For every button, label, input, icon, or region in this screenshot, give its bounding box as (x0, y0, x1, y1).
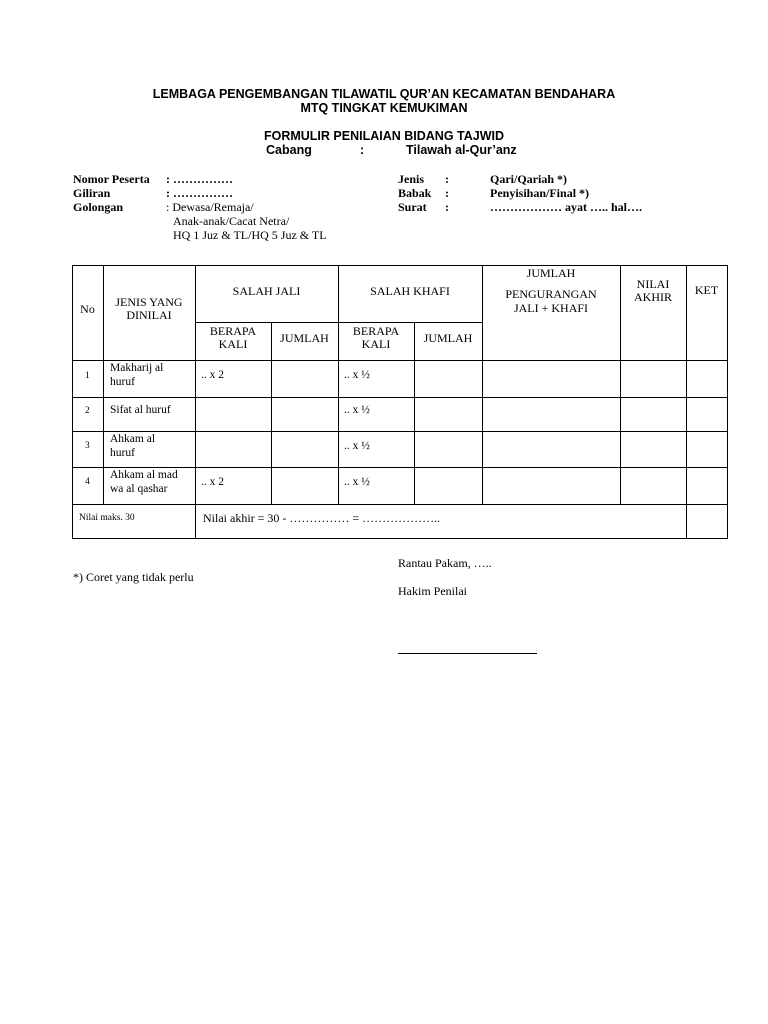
row-1-no: 1 (85, 371, 90, 381)
jenis-separator: : (445, 172, 449, 186)
row-1-item-line-2: huruf (110, 376, 135, 388)
golongan-line-1: : Dewasa/Remaja/ (166, 200, 254, 214)
subheader-khafi-berapa-1: BERAPA (352, 324, 400, 338)
strike-note: *) Coret yang tidak perlu (73, 570, 194, 584)
row-4-khafi-formula: .. x ½ (344, 476, 370, 488)
nomor-peserta-label: Nomor Peserta (73, 172, 150, 186)
final-score-formula: Nilai akhir = 30 - …………… = ……………….. (203, 511, 441, 525)
header-jenis-line-2: DINILAI (126, 308, 172, 322)
header-nilai-line-2: AKHIR (634, 290, 672, 304)
surat-label: Surat (398, 200, 427, 214)
row-1-jali-formula: .. x 2 (201, 369, 224, 381)
row-3-item-line-1: Ahkam al (110, 433, 156, 445)
header-jumlah: JUMLAH (526, 266, 576, 280)
row-3-khafi-formula: .. x ½ (344, 440, 370, 452)
surat-value: ……………… ayat ….. hal…. (490, 200, 643, 214)
institution-title: LEMBAGA PENGEMBANGAN TILAWATIL QUR’AN KECAMATAN BENDAHARA (152, 87, 616, 101)
babak-value: Penyisihan/Final *) (490, 186, 590, 200)
row-3-item-line-2: huruf (110, 447, 135, 459)
babak-label: Babak (398, 186, 432, 200)
giliran-label: Giliran (73, 186, 111, 200)
giliran-value: : …………… (166, 186, 233, 200)
judge-label: Hakim Penilai (398, 584, 467, 598)
subheader-khafi-jumlah: JUMLAH (423, 331, 473, 345)
max-score-note: Nilai maks. 30 (79, 513, 135, 523)
subheader-jali-berapa-2: KALI (218, 337, 248, 351)
header-jenis-line-1: JENIS YANG (115, 295, 183, 309)
nomor-peserta-value: : …………… (166, 172, 233, 186)
jenis-label: Jenis (398, 172, 425, 186)
cabang-value: Tilawah al-Qur’anz (406, 143, 517, 157)
row-3-no: 3 (85, 441, 90, 451)
event-title: MTQ TINGKAT KEMUKIMAN (300, 101, 468, 115)
row-4-item-line-2: wa al qashar (110, 483, 168, 495)
row-2-item-line-1: Sifat al huruf (110, 404, 171, 416)
header-pengurangan: PENGURANGAN (505, 287, 597, 301)
jenis-value: Qari/Qariah *) (490, 172, 567, 186)
header-jali-khafi: JALI + KHAFI (513, 301, 589, 315)
surat-separator: : (445, 200, 449, 214)
row-2-khafi-formula: .. x ½ (344, 404, 370, 416)
golongan-line-3: HQ 1 Juz & TL/HQ 5 Juz & TL (173, 228, 327, 242)
babak-separator: : (445, 186, 449, 200)
header-salah-jali: SALAH JALI (232, 284, 301, 298)
subheader-jali-jumlah: JUMLAH (280, 331, 329, 345)
header-salah-khafi: SALAH KHAFI (370, 284, 450, 298)
row-4-item-line-1: Ahkam al mad (110, 469, 178, 481)
header-no: No (80, 302, 95, 316)
cabang-separator: : (360, 143, 365, 157)
row-4-no: 4 (85, 477, 90, 487)
golongan-line-2: Anak-anak/Cacat Netra/ (173, 214, 290, 228)
cabang-label: Cabang (266, 143, 312, 157)
golongan-label: Golongan (73, 200, 124, 214)
subheader-jali-berapa-1: BERAPA (209, 324, 257, 338)
signature-line (398, 653, 537, 654)
subheader-khafi-berapa-2: KALI (361, 337, 391, 351)
header-ket: KET (694, 283, 719, 297)
row-1-item-line-1: Makharij al (110, 362, 164, 374)
place-date: Rantau Pakam, ….. (398, 556, 492, 570)
form-title: FORMULIR PENILAIAN BIDANG TAJWID (263, 129, 505, 143)
row-2-no: 2 (85, 406, 90, 416)
header-nilai-line-1: NILAI (636, 277, 670, 291)
row-4-jali-formula: .. x 2 (201, 476, 224, 488)
row-1-khafi-formula: .. x ½ (344, 369, 370, 381)
